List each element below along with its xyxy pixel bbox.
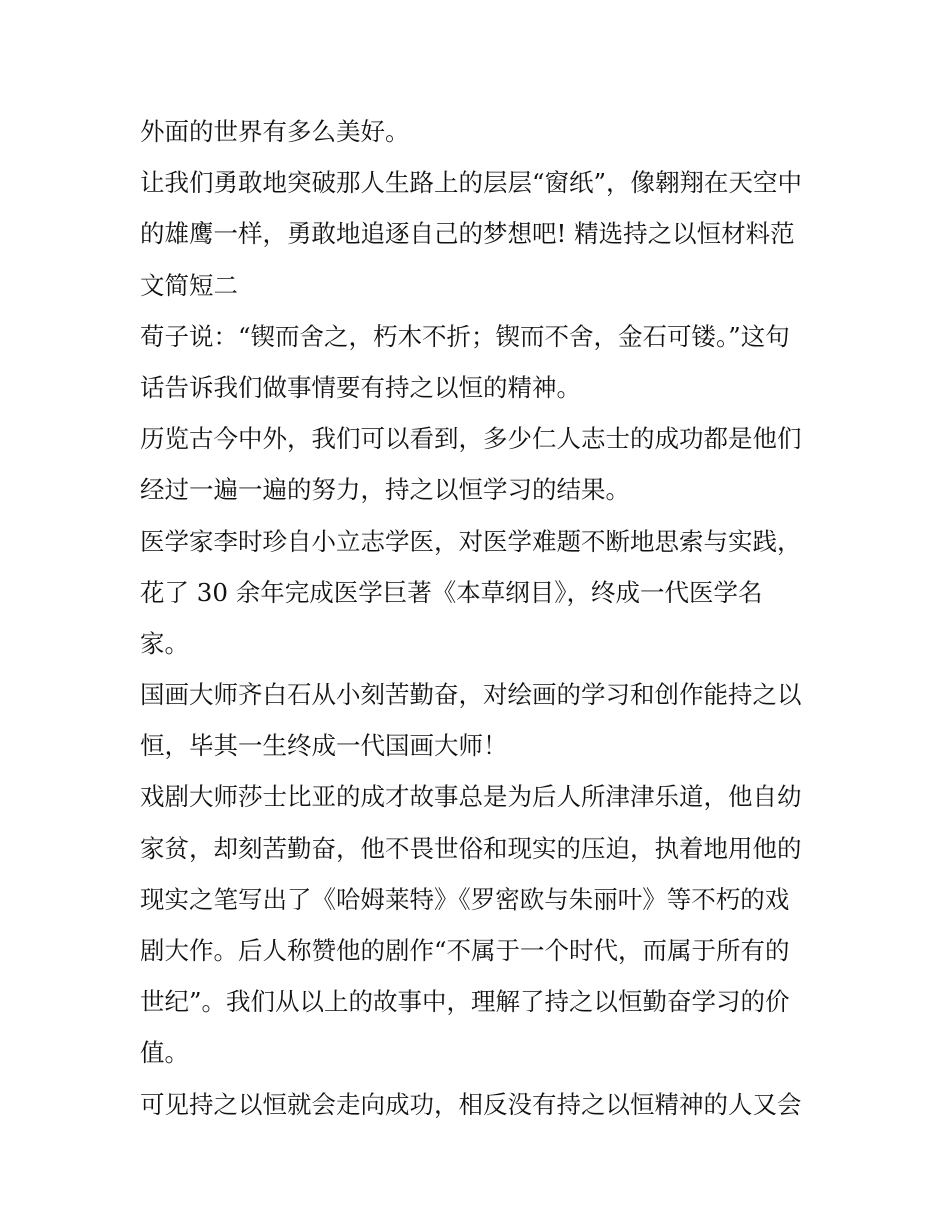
text-line: 让我们勇敢地突破那人生路上的层层“窗纸”，像翱翔在天空中 [140, 168, 803, 198]
text-line: 家。 [140, 628, 189, 658]
text-line: 话告诉我们做事情要有持之以恒的精神。 [140, 372, 581, 402]
text-line: 世纪”。我们从以上的故事中，理解了持之以恒勤奋学习的价 [140, 987, 790, 1017]
text-line: 外面的世界有多么美好。 [140, 117, 410, 146]
document-body [140, 106, 820, 1130]
text-line: 文简短二 [140, 270, 238, 300]
text-line: 现实之笔写出了《哈姆莱特》《罗密欧与朱丽叶》等不朽的戏 [140, 884, 790, 914]
text-line: 医学家李时珍自小立志学医，对医学难题不断地思索与实践， [140, 526, 802, 556]
text-line: 荀子说：“锲而舍之，朽木不折；锲而不舍，金石可镂。”这句 [140, 321, 790, 351]
text-line: 可见持之以恒就会走向成功，相反没有持之以恒精神的人又会 [140, 1089, 802, 1119]
text-line: 经过一遍一遍的努力，持之以恒学习的结果。 [140, 475, 630, 505]
text-line: 历览古今中外，我们可以看到，多少仁人志士的成功都是他们 [140, 424, 802, 454]
text-line: 值。 [140, 1038, 189, 1068]
text-line: 家贫，却刻苦勤奋，他不畏世俗和现实的压迫，执着地用他的 [140, 833, 802, 863]
text-line: 戏剧大师莎士比亚的成才故事总是为后人所津津乐道，他自幼 [140, 782, 802, 812]
text-line: 恒，毕其一生终成一代国画大师！ [140, 731, 508, 761]
text-line: 国画大师齐白石从小刻苦勤奋，对绘画的学习和创作能持之以 [140, 680, 802, 710]
text-line: 花了 30 余年完成医学巨著《本草纲目》，终成一代医学名 [140, 577, 763, 607]
text-line: 剧大作。后人称赞他的剧作“不属于一个时代，而属于所有的 [140, 936, 790, 965]
text-line: 的雄鹰一样，勇敢地追逐自己的梦想吧! 精选持之以恒材料范 [140, 219, 795, 249]
